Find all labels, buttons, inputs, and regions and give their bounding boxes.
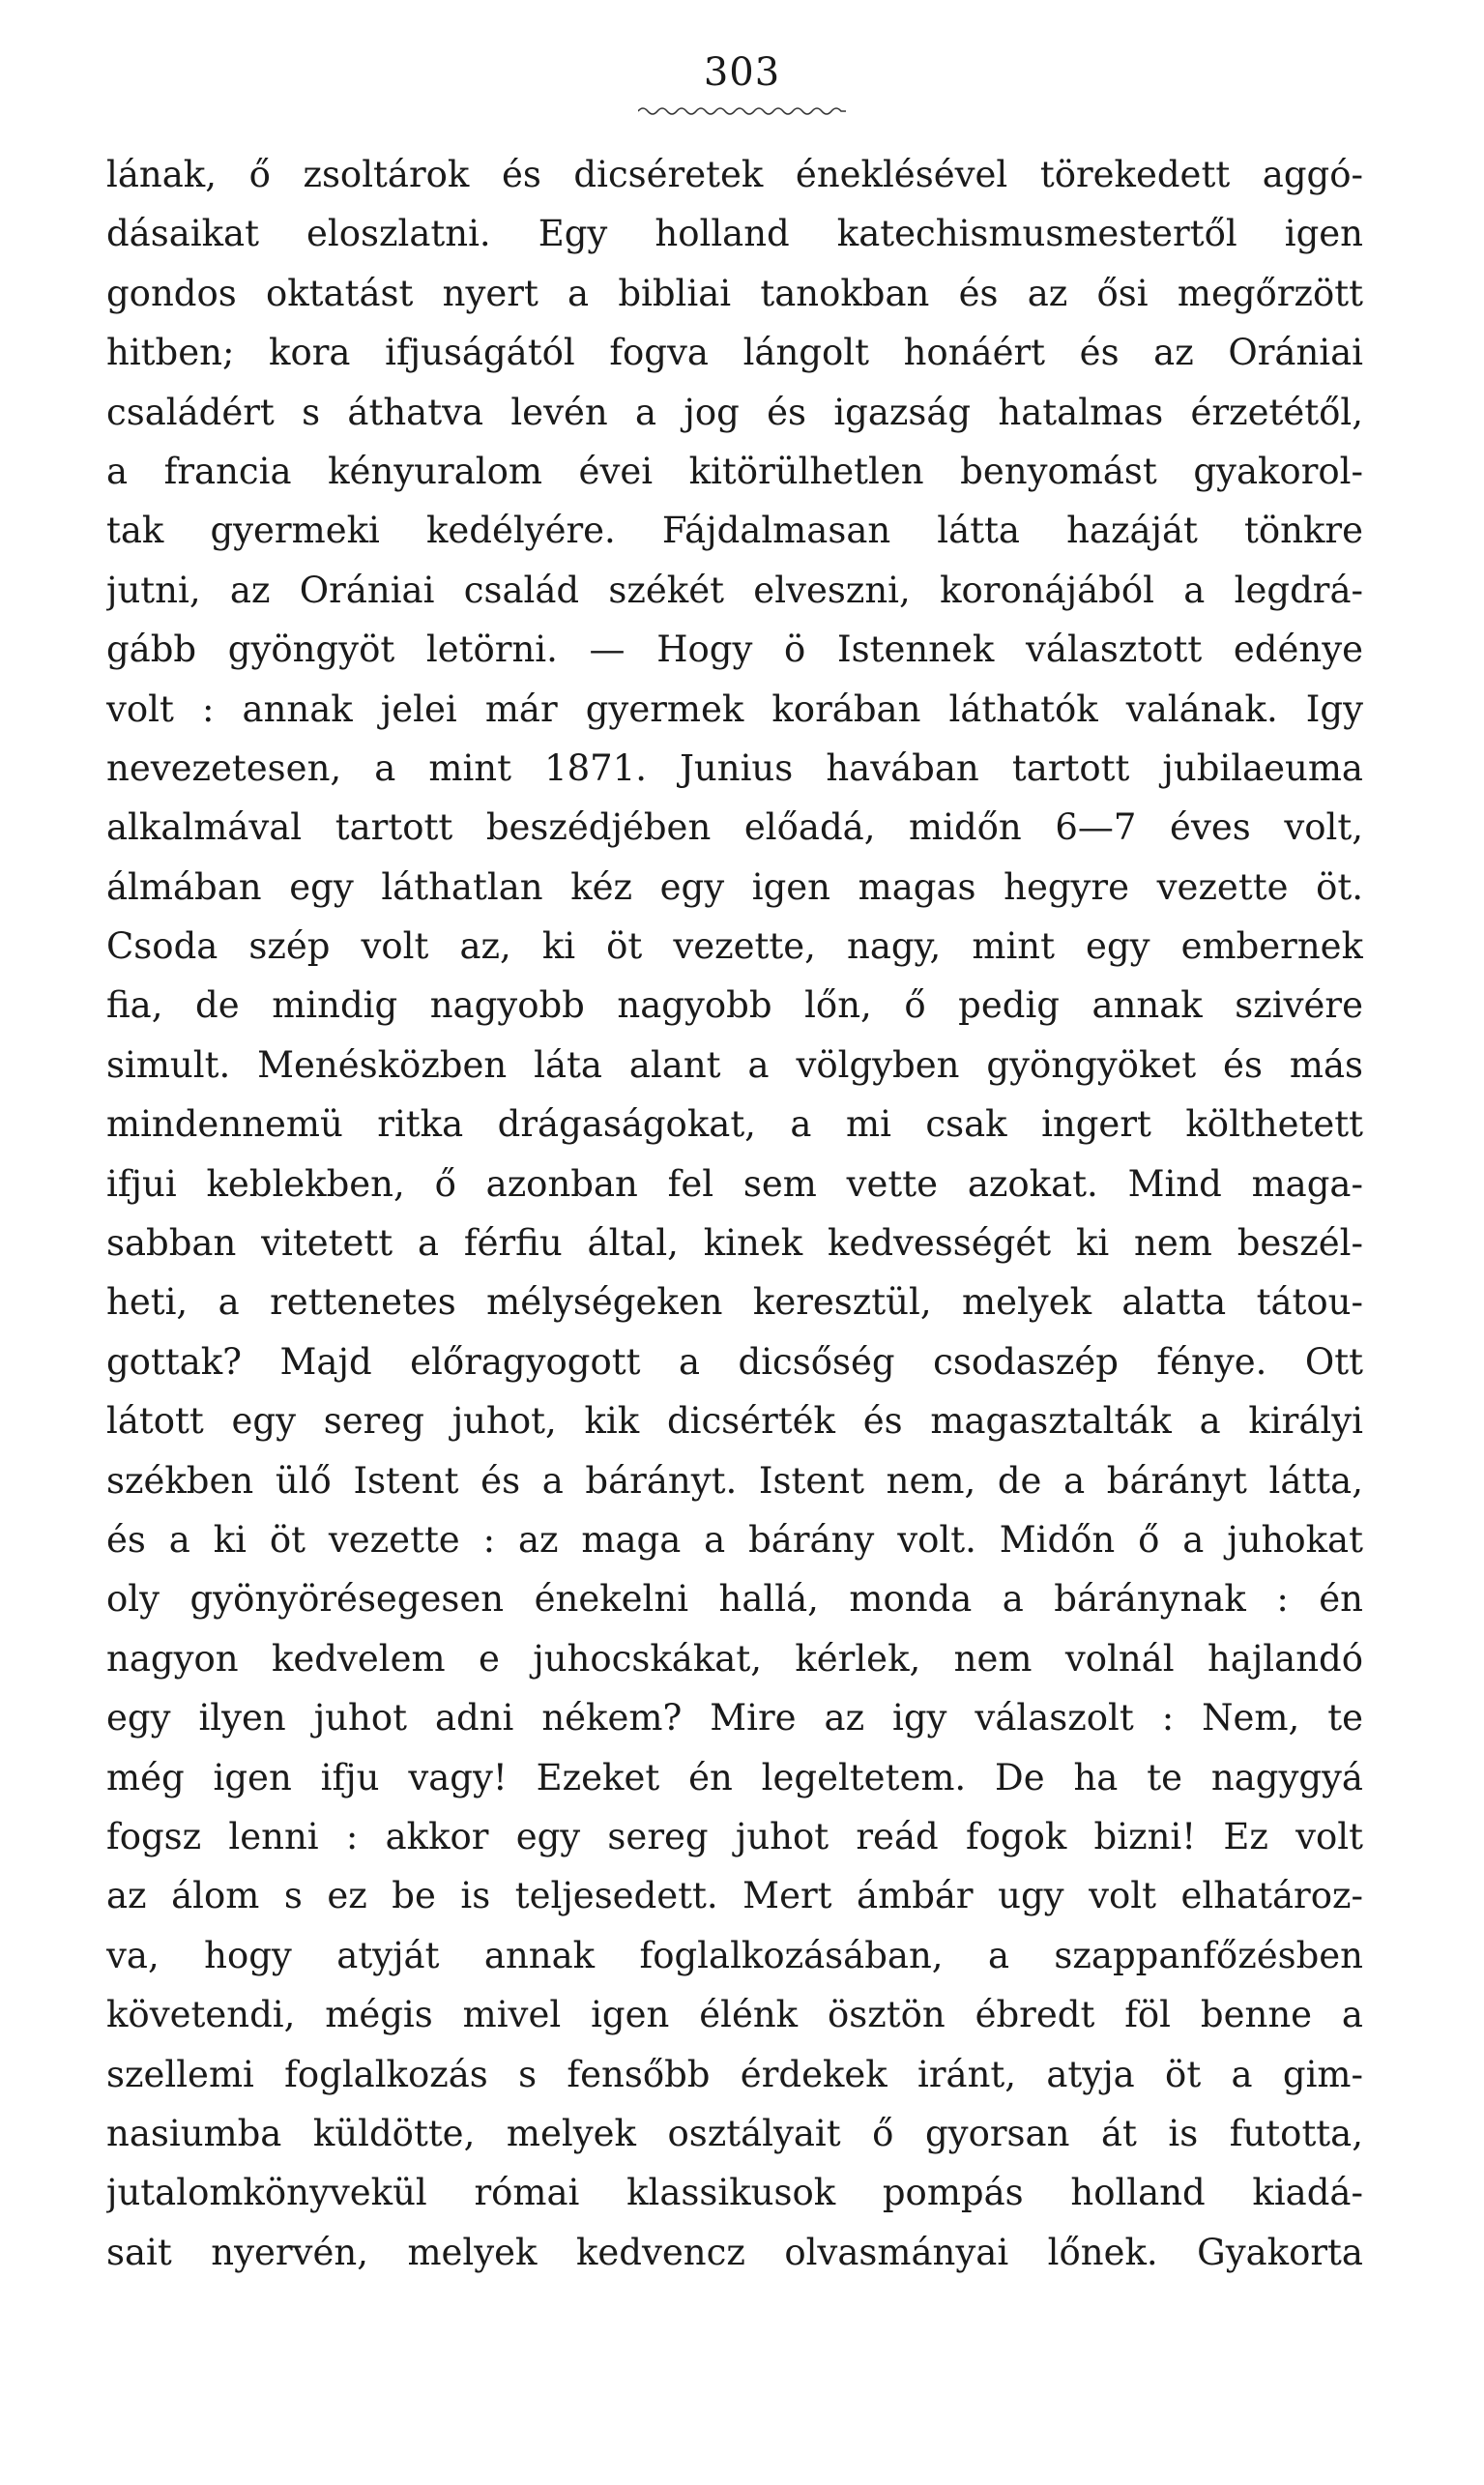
ornament-divider <box>638 104 846 118</box>
text-line: családért s áthatva levén a jog és igazság hatalmas érzetétől, <box>106 391 1363 433</box>
text-line: gottak? Majd előragyogott a dicsőség csodaszép fénye. Ott <box>106 1340 1363 1383</box>
text-line: székben ülő Istent és a bárányt. Istent nem, de a bárányt látta, <box>106 1459 1363 1502</box>
text-line: még igen ifju vagy! Ezeket én legeltetem. De ha te nagygyá <box>106 1756 1363 1798</box>
text-line: egy ilyen juhot adni nékem? Mire az igy válaszolt : Nem, te <box>106 1697 1363 1740</box>
text-line: ifjui keblekben, ő azonban fel sem vette azokat. Mind maga- <box>106 1162 1363 1205</box>
page-number: 303 <box>703 50 781 95</box>
text-line: va, hogy atyját annak foglalkozásában, a szappanfőzésben <box>106 1934 1363 1976</box>
text-line: oly gyönyörésegesen énekelni hallá, monda a báránynak : én <box>106 1578 1363 1621</box>
text-line: mindennemü ritka drágaságokat, a mi csak ingert költhetett <box>106 1103 1363 1146</box>
text-line: heti, a rettenetes mélységeken keresztül, melyek alatta tátou- <box>106 1281 1363 1324</box>
text-line: simult. Menésközben láta alant a völgyben gyöngyöket és más <box>106 1043 1363 1086</box>
text-line: volt : annak jelei már gyermek korában láthatók valának. Igy <box>106 687 1363 730</box>
text-line: fogsz lenni : akkor egy sereg juhot reád fogok bizni! Ez volt <box>106 1815 1363 1857</box>
text-line: sait nyervén, melyek kedvencz olvasmányai lőnek. Gyakorta <box>106 2231 1363 2273</box>
text-line: tak gyermeki kedélyére. Fájdalmasan látta hazáját tönkre <box>106 510 1363 552</box>
text-line: lának, ő zsoltárok és dicséretek éneklésével törekedett aggó- <box>106 154 1363 195</box>
text-line: álmában egy láthatlan kéz egy igen magas hegyre vezette öt. <box>106 865 1363 908</box>
text-line: a francia kényuralom évei kitörülhetlen benyomást gyakorol- <box>106 450 1363 492</box>
text-line: jutni, az Orániai család székét elveszni, koronájából a legdrá- <box>106 569 1363 611</box>
text-line: dásaikat eloszlatni. Egy holland katechismusmestertől igen <box>106 213 1363 255</box>
text-line: fia, de mindig nagyobb nagyobb lőn, ő pedig annak szivére <box>106 984 1363 1027</box>
text-line: látott egy sereg juhot, kik dicsérték és magasztalták a királyi <box>106 1400 1363 1443</box>
text-line: gondos oktatást nyert a bibliai tanokban és az ősi megőrzött <box>106 272 1363 314</box>
text-line: az álom s ez be is teljesedett. Mert ámbár ugy volt elhatároz- <box>106 1875 1363 1917</box>
text-line: alkalmával tartott beszédjében előadá, midőn 6—7 éves volt, <box>106 806 1363 849</box>
text-line: sabban vitetett a férfiu által, kinek kedvességét ki nem beszél- <box>106 1222 1363 1265</box>
text-line: gább gyöngyöt letörni. — Hogy ö Istennek választott edénye <box>106 629 1363 671</box>
text-line: nasiumba küldötte, melyek osztályait ő gyorsan át is futotta, <box>106 2112 1363 2154</box>
text-line: követendi, mégis mivel igen élénk ösztön ébredt föl benne a <box>106 1994 1363 2036</box>
body-text <box>106 145 1363 2282</box>
text-line: jutalomkönyvekül római klassikusok pompás holland kiadá- <box>106 2172 1363 2214</box>
text-line: hitben; kora ifjuságától fogva lángolt honáért és az Orániai <box>106 332 1363 374</box>
text-line: Csoda szép volt az, ki öt vezette, nagy, mint egy embernek <box>106 925 1363 968</box>
text-line: szellemi foglalkozás s fensőbb érdekek iránt, atyja öt a gim- <box>106 2053 1363 2095</box>
text-line: és a ki öt vezette : az maga a bárány volt. Midőn ő a juhokat <box>106 1518 1363 1561</box>
text-line: nagyon kedvelem e juhocskákat, kérlek, nem volnál hajlandó <box>106 1637 1363 1680</box>
text-line: nevezetesen, a mint 1871. Junius havában tartott jubilaeuma <box>106 746 1363 789</box>
